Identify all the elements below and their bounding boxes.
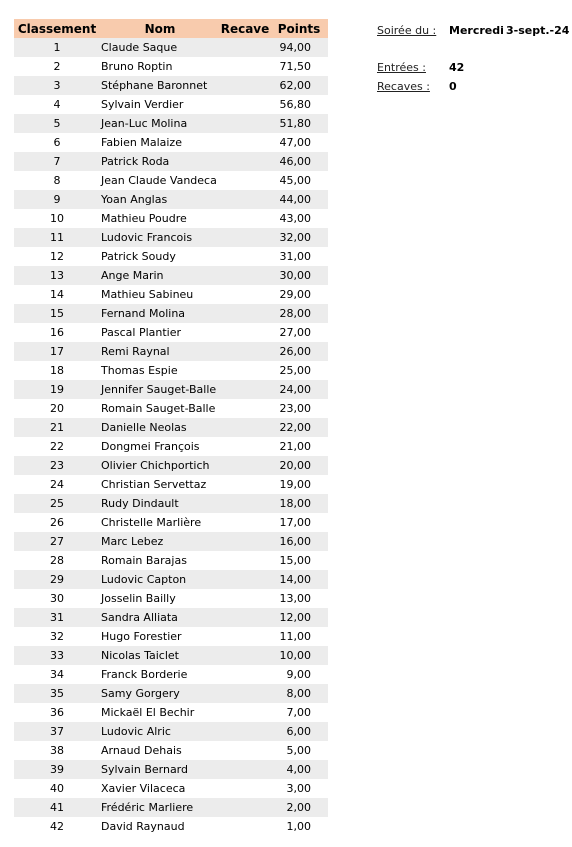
rank-cell[interactable]: 7 [14, 152, 100, 171]
table-row [14, 114, 328, 133]
points-cell[interactable]: 44,00 [270, 190, 328, 209]
recave-cell[interactable] [220, 266, 270, 285]
table-row [14, 304, 328, 323]
table-row [14, 190, 328, 209]
name-cell[interactable]: Fabien Malaize [100, 133, 220, 152]
name-cell[interactable]: Stéphane Baronnet [100, 76, 220, 95]
rank-cell[interactable]: 28 [14, 551, 100, 570]
points-cell[interactable]: 45,00 [270, 171, 328, 190]
table-row [14, 228, 328, 247]
recave-cell[interactable] [220, 247, 270, 266]
points-cell[interactable]: 71,50 [270, 57, 328, 76]
recave-cell[interactable] [220, 285, 270, 304]
name-cell[interactable]: Christian Servettaz [100, 475, 220, 494]
recave-cell[interactable] [220, 76, 270, 95]
rank-cell[interactable]: 1 [14, 38, 100, 57]
recave-cell[interactable] [220, 399, 270, 418]
recave-cell[interactable] [220, 133, 270, 152]
rank-cell[interactable]: 8 [14, 171, 100, 190]
points-cell[interactable]: 62,00 [270, 76, 328, 95]
points-cell[interactable]: 17,00 [270, 513, 328, 532]
recave-cell[interactable] [220, 703, 270, 722]
recave-cell[interactable] [220, 532, 270, 551]
name-cell[interactable]: Claude Saque [100, 38, 220, 57]
rank-cell[interactable]: 6 [14, 133, 100, 152]
table-row [14, 323, 328, 342]
recave-cell[interactable] [220, 646, 270, 665]
points-cell[interactable]: 20,00 [270, 456, 328, 475]
name-cell[interactable]: Mickaël El Bechir [100, 703, 220, 722]
entrees-value[interactable]: 42 [449, 61, 465, 74]
points-cell[interactable]: 8,00 [270, 684, 328, 703]
name-cell[interactable]: Bruno Roptin [100, 57, 220, 76]
points-cell[interactable]: 16,00 [270, 532, 328, 551]
points-cell[interactable]: 23,00 [270, 399, 328, 418]
recave-cell[interactable] [220, 570, 270, 589]
name-cell[interactable]: Frédéric Marliere [100, 798, 220, 817]
name-cell[interactable]: Dongmei François [100, 437, 220, 456]
rank-cell[interactable]: 31 [14, 608, 100, 627]
name-cell[interactable]: Rudy Dindault [100, 494, 220, 513]
table-row [14, 342, 328, 361]
table-row [14, 266, 328, 285]
rank-cell[interactable]: 2 [14, 57, 100, 76]
recave-cell[interactable] [220, 38, 270, 57]
name-cell[interactable]: Mathieu Sabineu [100, 285, 220, 304]
name-cell[interactable]: David Raynaud [100, 817, 220, 836]
name-cell[interactable]: Patrick Roda [100, 152, 220, 171]
header-name[interactable]: Nom [100, 19, 220, 38]
recaves-line [377, 80, 430, 93]
table-row [14, 209, 328, 228]
name-cell[interactable]: Mathieu Poudre [100, 209, 220, 228]
rank-cell[interactable]: 40 [14, 779, 100, 798]
recave-cell[interactable] [220, 494, 270, 513]
table-row [14, 646, 328, 665]
name-cell[interactable]: Ludovic Capton [100, 570, 220, 589]
table-row [14, 684, 328, 703]
rank-cell[interactable]: 39 [14, 760, 100, 779]
table-row [14, 798, 328, 817]
rank-cell[interactable]: 41 [14, 798, 100, 817]
points-cell[interactable]: 47,00 [270, 133, 328, 152]
recave-cell[interactable] [220, 190, 270, 209]
name-cell[interactable]: Romain Barajas [100, 551, 220, 570]
recave-cell[interactable] [220, 361, 270, 380]
rank-cell[interactable]: 34 [14, 665, 100, 684]
name-cell[interactable]: Pascal Plantier [100, 323, 220, 342]
rank-cell[interactable]: 24 [14, 475, 100, 494]
name-cell[interactable]: Patrick Soudy [100, 247, 220, 266]
rank-cell[interactable]: 5 [14, 114, 100, 133]
recave-cell[interactable] [220, 171, 270, 190]
name-cell[interactable]: Romain Sauget-Balle [100, 399, 220, 418]
name-cell[interactable]: Remi Raynal [100, 342, 220, 361]
points-cell[interactable]: 27,00 [270, 323, 328, 342]
rank-cell[interactable]: 38 [14, 741, 100, 760]
points-cell[interactable]: 43,00 [270, 209, 328, 228]
points-cell[interactable]: 11,00 [270, 627, 328, 646]
recave-cell[interactable] [220, 475, 270, 494]
rank-cell[interactable]: 16 [14, 323, 100, 342]
rank-cell[interactable]: 12 [14, 247, 100, 266]
entrees-label: Entrées : [377, 61, 426, 74]
rank-cell[interactable]: 4 [14, 95, 100, 114]
rank-cell[interactable]: 42 [14, 817, 100, 836]
points-cell[interactable]: 1,00 [270, 817, 328, 836]
header-recave[interactable]: Recave [220, 19, 270, 38]
table-row [14, 152, 328, 171]
table-row [14, 760, 328, 779]
points-cell[interactable]: 15,00 [270, 551, 328, 570]
rank-cell[interactable]: 26 [14, 513, 100, 532]
rank-cell[interactable]: 18 [14, 361, 100, 380]
name-cell[interactable]: Jean-Luc Molina [100, 114, 220, 133]
header-rank[interactable]: Classement [14, 19, 100, 38]
rank-cell[interactable]: 21 [14, 418, 100, 437]
table-row [14, 741, 328, 760]
name-cell[interactable]: Nicolas Taiclet [100, 646, 220, 665]
rank-cell[interactable]: 22 [14, 437, 100, 456]
entrees-line [377, 61, 426, 74]
rank-cell[interactable]: 23 [14, 456, 100, 475]
table-row [14, 608, 328, 627]
name-cell[interactable]: Hugo Forestier [100, 627, 220, 646]
rank-cell[interactable]: 29 [14, 570, 100, 589]
recave-cell[interactable] [220, 779, 270, 798]
soiree-label: Soirée du : [377, 24, 437, 37]
rank-cell[interactable]: 19 [14, 380, 100, 399]
points-cell[interactable]: 6,00 [270, 722, 328, 741]
name-cell[interactable]: Sylvain Bernard [100, 760, 220, 779]
points-cell[interactable]: 46,00 [270, 152, 328, 171]
soiree-line [377, 24, 436, 37]
rank-cell[interactable]: 32 [14, 627, 100, 646]
name-cell[interactable]: Josselin Bailly [100, 589, 220, 608]
name-cell[interactable]: Franck Borderie [100, 665, 220, 684]
table-row [14, 57, 328, 76]
name-cell[interactable]: Jean Claude Vandeca [100, 171, 220, 190]
points-cell[interactable]: 28,00 [270, 304, 328, 323]
recave-cell[interactable] [220, 114, 270, 133]
name-cell[interactable]: Olivier Chichportich [100, 456, 220, 475]
name-cell[interactable]: Jennifer Sauget-Balle [100, 380, 220, 399]
name-cell[interactable]: Danielle Neolas [100, 418, 220, 437]
soiree-day[interactable]: Mercredi [449, 24, 504, 37]
recave-cell[interactable] [220, 760, 270, 779]
name-cell[interactable]: Ludovic Alric [100, 722, 220, 741]
recaves-label: Recaves : [377, 80, 430, 93]
recave-cell[interactable] [220, 589, 270, 608]
table-row [14, 722, 328, 741]
name-cell[interactable]: Fernand Molina [100, 304, 220, 323]
recave-cell[interactable] [220, 741, 270, 760]
recave-cell[interactable] [220, 817, 270, 836]
table-row [14, 817, 328, 836]
rank-cell[interactable]: 37 [14, 722, 100, 741]
rank-cell[interactable]: 13 [14, 266, 100, 285]
points-cell[interactable]: 19,00 [270, 475, 328, 494]
recave-cell[interactable] [220, 323, 270, 342]
table-row [14, 95, 328, 114]
name-cell[interactable]: Xavier Vilaceca [100, 779, 220, 798]
name-cell[interactable]: Samy Gorgery [100, 684, 220, 703]
recave-cell[interactable] [220, 665, 270, 684]
name-cell[interactable]: Ange Marin [100, 266, 220, 285]
rank-cell[interactable]: 20 [14, 399, 100, 418]
table-row [14, 361, 328, 380]
name-cell[interactable]: Yoan Anglas [100, 190, 220, 209]
rank-cell[interactable]: 33 [14, 646, 100, 665]
rank-cell[interactable]: 11 [14, 228, 100, 247]
table-row [14, 703, 328, 722]
name-cell[interactable]: Thomas Espie [100, 361, 220, 380]
points-cell[interactable]: 94,00 [270, 38, 328, 57]
name-cell[interactable]: Sandra Alliata [100, 608, 220, 627]
points-cell[interactable]: 14,00 [270, 570, 328, 589]
points-cell[interactable]: 21,00 [270, 437, 328, 456]
table-row [14, 76, 328, 95]
rank-cell[interactable]: 25 [14, 494, 100, 513]
name-cell[interactable]: Marc Lebez [100, 532, 220, 551]
table-row [14, 285, 328, 304]
name-cell[interactable]: Arnaud Dehais [100, 741, 220, 760]
recave-cell[interactable] [220, 798, 270, 817]
ranking-table [14, 19, 328, 836]
name-cell[interactable]: Christelle Marlière [100, 513, 220, 532]
table-row [14, 532, 328, 551]
header-points[interactable]: Points [270, 19, 328, 38]
table-row [14, 38, 328, 57]
points-cell[interactable]: 29,00 [270, 285, 328, 304]
points-cell[interactable]: 30,00 [270, 266, 328, 285]
recave-cell[interactable] [220, 456, 270, 475]
soiree-date[interactable]: 3-sept.-24 [506, 24, 570, 37]
table-row [14, 399, 328, 418]
table-row [14, 551, 328, 570]
recave-cell[interactable] [220, 418, 270, 437]
table-row [14, 456, 328, 475]
points-cell[interactable]: 13,00 [270, 589, 328, 608]
points-cell[interactable]: 3,00 [270, 779, 328, 798]
recave-cell[interactable] [220, 437, 270, 456]
rank-cell[interactable]: 9 [14, 190, 100, 209]
table-body [14, 38, 328, 836]
rank-cell[interactable]: 30 [14, 589, 100, 608]
table-row [14, 418, 328, 437]
recave-cell[interactable] [220, 152, 270, 171]
points-cell[interactable]: 5,00 [270, 741, 328, 760]
points-cell[interactable]: 9,00 [270, 665, 328, 684]
points-cell[interactable]: 22,00 [270, 418, 328, 437]
recave-cell[interactable] [220, 95, 270, 114]
table-row [14, 627, 328, 646]
points-cell[interactable]: 51,80 [270, 114, 328, 133]
name-cell[interactable]: Ludovic Francois [100, 228, 220, 247]
table-row [14, 513, 328, 532]
points-cell[interactable]: 2,00 [270, 798, 328, 817]
table-row [14, 570, 328, 589]
table-row [14, 665, 328, 684]
table-row [14, 779, 328, 798]
rank-cell[interactable]: 3 [14, 76, 100, 95]
recave-cell[interactable] [220, 57, 270, 76]
table-row [14, 133, 328, 152]
recave-cell[interactable] [220, 513, 270, 532]
recave-cell[interactable] [220, 551, 270, 570]
points-cell[interactable]: 4,00 [270, 760, 328, 779]
recave-cell[interactable] [220, 608, 270, 627]
table-row [14, 247, 328, 266]
points-cell[interactable]: 31,00 [270, 247, 328, 266]
recave-cell[interactable] [220, 684, 270, 703]
recave-cell[interactable] [220, 209, 270, 228]
table-row [14, 171, 328, 190]
recave-cell[interactable] [220, 342, 270, 361]
table-row [14, 380, 328, 399]
points-cell[interactable]: 24,00 [270, 380, 328, 399]
points-cell[interactable]: 26,00 [270, 342, 328, 361]
rank-cell[interactable]: 36 [14, 703, 100, 722]
table-row [14, 494, 328, 513]
points-cell[interactable]: 12,00 [270, 608, 328, 627]
recave-cell[interactable] [220, 627, 270, 646]
points-cell[interactable]: 25,00 [270, 361, 328, 380]
recave-cell[interactable] [220, 722, 270, 741]
rank-cell[interactable]: 14 [14, 285, 100, 304]
rank-cell[interactable]: 27 [14, 532, 100, 551]
table-row [14, 475, 328, 494]
recave-cell[interactable] [220, 228, 270, 247]
rank-cell[interactable]: 17 [14, 342, 100, 361]
points-cell[interactable]: 10,00 [270, 646, 328, 665]
recaves-value[interactable]: 0 [449, 80, 457, 93]
table-row [14, 437, 328, 456]
points-cell[interactable]: 56,80 [270, 95, 328, 114]
rank-cell[interactable]: 15 [14, 304, 100, 323]
recave-cell[interactable] [220, 380, 270, 399]
rank-cell[interactable]: 35 [14, 684, 100, 703]
name-cell[interactable]: Sylvain Verdier [100, 95, 220, 114]
recave-cell[interactable] [220, 304, 270, 323]
table-row [14, 589, 328, 608]
points-cell[interactable]: 7,00 [270, 703, 328, 722]
points-cell[interactable]: 32,00 [270, 228, 328, 247]
header-row [14, 19, 328, 38]
points-cell[interactable]: 18,00 [270, 494, 328, 513]
rank-cell[interactable]: 10 [14, 209, 100, 228]
